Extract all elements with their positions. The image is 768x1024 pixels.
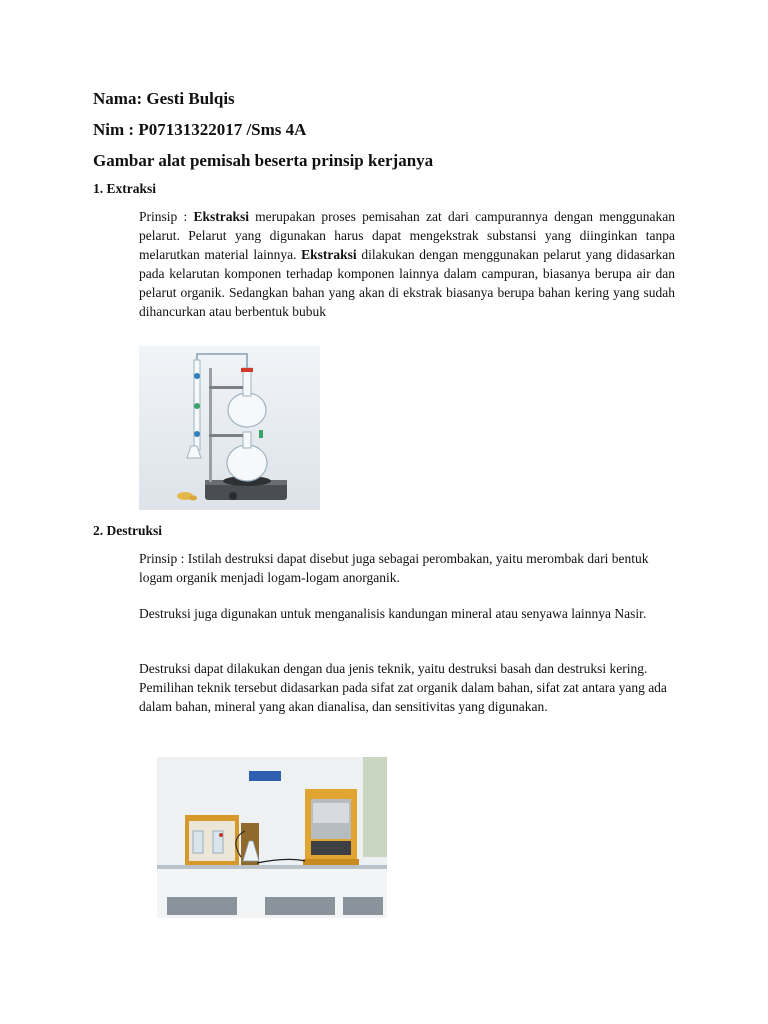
destruksi-paragraph-1: Prinsip : Istilah destruksi dapat disebut juga sebagai perombakan, yaitu merombak dari bentuk logam organik menjadi logam-logam anorganik. [139, 551, 649, 585]
extraction-apparatus-image [139, 346, 320, 510]
extraction-apparatus-drawing [139, 346, 320, 510]
extraksi-bold-1: Ekstraksi [193, 209, 249, 224]
extraksi-paragraph [139, 207, 675, 321]
extraksi-bold-2: Ekstraksi [301, 247, 357, 262]
destruction-apparatus-drawing [157, 757, 387, 918]
section-heading-destruksi: 2. Destruksi [93, 523, 163, 538]
section-heading-extraksi: 1. Extraksi [93, 181, 157, 196]
destruksi-paragraph-2: Destruksi juga digunakan untuk menganalisis kandungan mineral atau senyawa lainnya Nasir. [139, 606, 647, 621]
extraksi-text-3: dilakukan dengan menggunakan pelarut yang didasarkan pada kelarutan komponen terhadap komponen lainnya dalam campuran, biasanya berupa air dan pelarut organik. Sedangkan bahan yang akan di ekstrak biasanya berupa bahan kering yang sudah dihancurkan atau berbentuk bubuk [139, 247, 675, 319]
extraksi-text-2: merupakan proses pemisahan zat dari campurannya dengan menggunakan pelarut. Pelarut yang digunakan harus dapat mengekstrak substansi yang diinginkan tanpa melarutkan material lainnya. [139, 209, 675, 262]
destruction-apparatus-image [157, 757, 387, 918]
extraksi-text-1: Prinsip : [139, 209, 194, 224]
student-nim: Nim : P07131322017 /Sms 4A [93, 120, 307, 139]
document-title: Gambar alat pemisah beserta prinsip kerjanya [93, 151, 434, 170]
student-name: Nama: Gesti Bulqis [93, 89, 235, 108]
destruksi-paragraph-3: Destruksi dapat dilakukan dengan dua jenis teknik, yaitu destruksi basah dan destruksi kering. Pemilihan teknik tersebut didasarkan pada sifat zat organik dalam bahan, sifat zat antara yang ada dalam bahan, mineral yang akan dianalisa, dan sensitivitas yang digunakan. [139, 661, 667, 714]
